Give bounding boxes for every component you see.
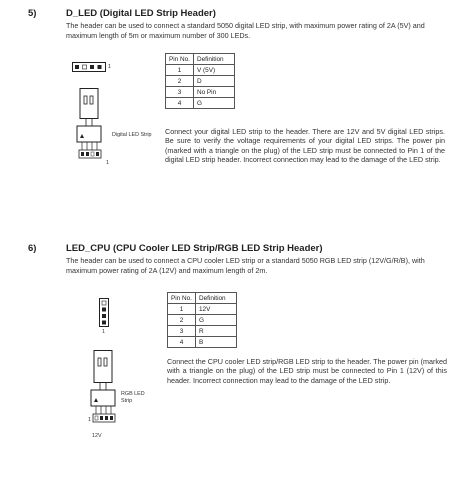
d-led-header-pin1-label: 1 (108, 64, 111, 70)
pin-number: 3 (168, 326, 196, 337)
led-cpu-plug-12v-label: 12V (92, 433, 102, 439)
table-row (166, 65, 235, 76)
section-5-number: 5) (28, 8, 37, 19)
pin-definition: No Pin (193, 87, 234, 98)
section-6-note: Connect the CPU cooler LED strip/RGB LED strip to the header. The power pin (marked with a triangle on the plug) of the LED strip must be connected to Pin 1 (12V) of this header. Incorrect connection may lead to the damage of the LED strip. (167, 357, 447, 385)
pin-definition: D (193, 76, 234, 87)
d-led-plug-pin1-label: 1 (106, 160, 109, 166)
section-5-description: The header can be used to connect a standard 5050 digital LED strip, with maximum power rating of 2A (5V) and maximum length of 5m or maximum number of 300 LEDs. (66, 21, 425, 40)
table-header-row (168, 293, 237, 304)
led-cpu-pin-table (167, 292, 237, 348)
section-6-title: LED_CPU (CPU Cooler LED Strip/RGB LED Strip Header) (66, 243, 323, 254)
section-6-description: The header can be used to connect a CPU cooler LED strip or a standard 5050 RGB LED strip (12V/G/R/B), with maximum power rating of 2A (12V) and maximum length of 2m. (66, 256, 425, 275)
d-led-strip-label: Digital LED Strip (112, 132, 152, 138)
led-cpu-header-icon (98, 298, 112, 330)
pin-number: 1 (168, 304, 196, 315)
table-row (166, 76, 235, 87)
rgb-led-strip-label-line1: RGB LED (121, 391, 145, 397)
pin-number: 1 (166, 65, 194, 76)
led-cpu-plug-pin1-label: 1 (88, 417, 91, 423)
section-6-number: 6) (28, 243, 37, 254)
pin-definition: G (195, 315, 236, 326)
pin-number: 2 (168, 315, 196, 326)
pin-definition: 12V (195, 304, 236, 315)
pin-definition: G (193, 98, 234, 109)
pin-no-header: Pin No. (166, 54, 194, 65)
table-row (168, 326, 237, 337)
table-row (168, 337, 237, 348)
definition-header: Definition (195, 293, 236, 304)
rgb-led-strip-label-line2: Strip (121, 398, 133, 404)
pin-definition: V (5V) (193, 65, 234, 76)
table-row (168, 304, 237, 315)
led-cpu-plug-icon (86, 350, 126, 434)
table-row (168, 315, 237, 326)
pin-number: 4 (166, 98, 194, 109)
definition-header: Definition (193, 54, 234, 65)
table-row (166, 87, 235, 98)
pin-no-header: Pin No. (168, 293, 196, 304)
table-row (166, 98, 235, 109)
pin-number: 3 (166, 87, 194, 98)
pin-number: 2 (166, 76, 194, 87)
d-led-plug-icon (72, 88, 112, 170)
pin-number: 4 (168, 337, 196, 348)
table-header-row (166, 54, 235, 65)
led-cpu-header-pin1-label: 1 (102, 329, 105, 335)
pin-definition: B (195, 337, 236, 348)
d-led-pin-table (165, 53, 235, 109)
d-led-header-icon (72, 62, 112, 76)
section-5-note: Connect your digital LED strip to the header. There are 12V and 5V digital LED strips. Be sure to verify the voltage requirements of your digital LED strips. The power pin (marked with a triangle on the plug) of the LED strip must be connected to Pin 1 of the digital LED strip header. Incorrect connection may lead to the damage of the LED strip. (165, 127, 445, 165)
section-5-title: D_LED (Digital LED Strip Header) (66, 8, 216, 19)
pin-definition: R (195, 326, 236, 337)
